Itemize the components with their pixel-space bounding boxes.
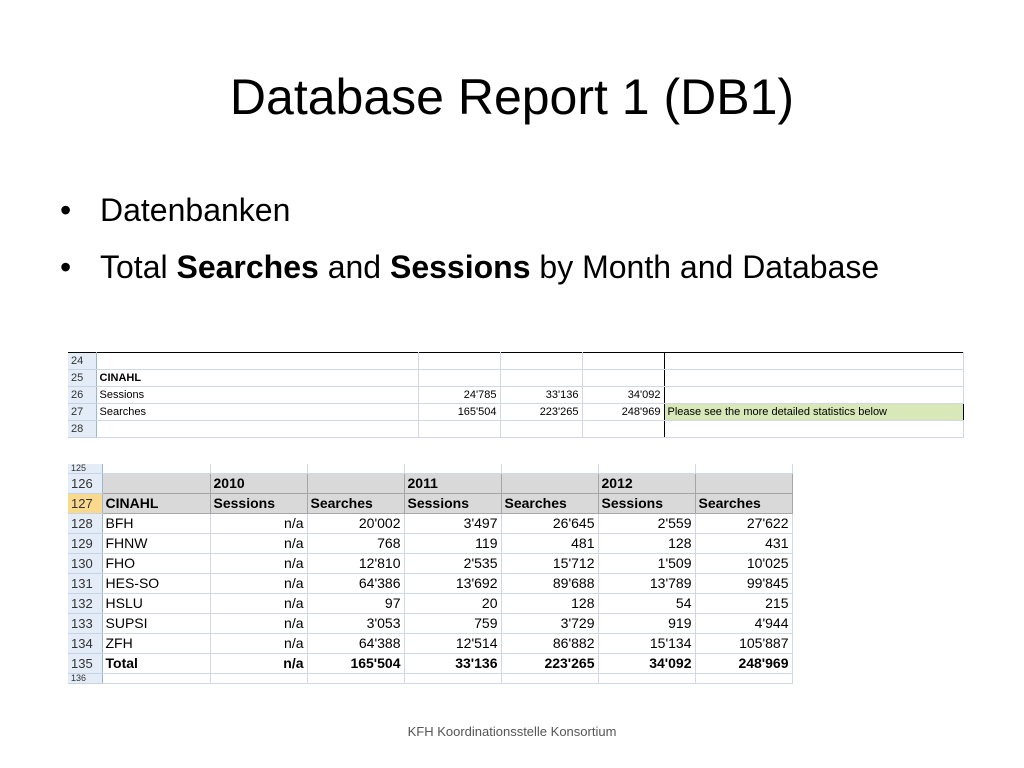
empty-cell — [695, 674, 792, 684]
searches-2011: 89'688 — [501, 574, 598, 594]
row-label: Sessions — [96, 387, 418, 404]
year-header: 2012 — [598, 474, 695, 494]
sessions-2011: 759 — [404, 614, 501, 634]
bullet-text-suffix: by Month and Database — [530, 249, 880, 285]
row-number: 129 — [68, 534, 102, 554]
empty-cell — [501, 464, 598, 474]
searches-2010: 20'002 — [307, 514, 404, 534]
searches-2010: 12'810 — [307, 554, 404, 574]
column-header-sessions: Sessions — [598, 494, 695, 514]
table-row — [68, 534, 792, 554]
searches-2010: 768 — [307, 534, 404, 554]
empty-cell — [598, 464, 695, 474]
value-2010: 24'785 — [418, 387, 500, 404]
empty-cell — [501, 674, 598, 684]
note-cell — [664, 353, 963, 370]
sessions-2010: n/a — [210, 634, 307, 654]
empty-cell — [307, 464, 404, 474]
table-row — [68, 514, 792, 534]
value-2011: 223'265 — [500, 404, 582, 421]
bullet-bold-searches: Searches — [176, 249, 319, 285]
bullet-bold-sessions: Sessions — [389, 249, 531, 285]
sheet-row — [68, 464, 792, 474]
value-2010 — [418, 421, 500, 438]
row-number: 131 — [68, 574, 102, 594]
database-name: ZFH — [102, 634, 210, 654]
row-number: 126 — [68, 474, 102, 494]
sessions-2011: 119 — [404, 534, 501, 554]
searches-2012: 4'944 — [695, 614, 792, 634]
searches-2011: 15'712 — [501, 554, 598, 574]
bullet-text-middle: and — [318, 249, 390, 285]
database-name: HSLU — [102, 594, 210, 614]
column-header-searches: Searches — [695, 494, 792, 514]
row-number: 132 — [68, 594, 102, 614]
row-number: 130 — [68, 554, 102, 574]
sessions-2012: 13'789 — [598, 574, 695, 594]
sessions-2011: 3'497 — [404, 514, 501, 534]
row-number: 24 — [68, 353, 96, 370]
total-searches-2011: 223'265 — [501, 654, 598, 674]
row-number: 27 — [68, 404, 96, 421]
value-2012 — [582, 353, 664, 370]
column-header-database: CINAHL — [102, 494, 210, 514]
bullet-item — [60, 247, 879, 287]
column-header-searches: Searches — [501, 494, 598, 514]
sessions-2010: n/a — [210, 614, 307, 634]
empty-header-cell — [307, 474, 404, 494]
table-row — [68, 554, 792, 574]
sessions-2011: 20 — [404, 594, 501, 614]
total-row — [68, 654, 792, 674]
empty-cell — [307, 674, 404, 684]
value-2010 — [418, 370, 500, 387]
row-number: 133 — [68, 614, 102, 634]
row-number: 28 — [68, 421, 96, 438]
sessions-2010: n/a — [210, 514, 307, 534]
row-number: 25 — [68, 370, 96, 387]
database-name: FHNW — [102, 534, 210, 554]
empty-cell — [102, 674, 210, 684]
value-2011 — [500, 370, 582, 387]
sheet-row — [68, 404, 963, 421]
row-number: 127 — [68, 494, 102, 514]
bullet-list — [60, 190, 879, 304]
total-searches-2012: 248'969 — [695, 654, 792, 674]
sheet-row — [68, 353, 963, 370]
total-searches-2010: 165'504 — [307, 654, 404, 674]
sessions-2011: 2'535 — [404, 554, 501, 574]
bullet-text-prefix: Total — [100, 249, 177, 285]
empty-cell — [598, 674, 695, 684]
empty-header-cell — [695, 474, 792, 494]
total-sessions-2010: n/a — [210, 654, 307, 674]
searches-2010: 64'388 — [307, 634, 404, 654]
empty-cell — [210, 674, 307, 684]
sessions-2011: 13'692 — [404, 574, 501, 594]
value-2010 — [418, 353, 500, 370]
column-header-searches: Searches — [307, 494, 404, 514]
database-name: FHO — [102, 554, 210, 574]
value-2010: 165'504 — [418, 404, 500, 421]
searches-2010: 3'053 — [307, 614, 404, 634]
searches-2010: 97 — [307, 594, 404, 614]
sessions-2011: 12'514 — [404, 634, 501, 654]
value-2012 — [582, 370, 664, 387]
searches-2011: 3'729 — [501, 614, 598, 634]
sessions-2010: n/a — [210, 554, 307, 574]
searches-2012: 431 — [695, 534, 792, 554]
sessions-2010: n/a — [210, 574, 307, 594]
sessions-2012: 15'134 — [598, 634, 695, 654]
searches-2011: 481 — [501, 534, 598, 554]
table-row — [68, 614, 792, 634]
searches-2011: 26'645 — [501, 514, 598, 534]
row-label — [96, 353, 418, 370]
value-2011 — [500, 421, 582, 438]
column-header-sessions: Sessions — [210, 494, 307, 514]
bullet-text: Datenbanken — [100, 192, 291, 228]
row-number: 136 — [68, 674, 102, 684]
value-2011: 33'136 — [500, 387, 582, 404]
sessions-2012: 54 — [598, 594, 695, 614]
empty-cell — [404, 464, 501, 474]
detail-spreadsheet — [68, 464, 793, 684]
summary-spreadsheet — [68, 352, 964, 438]
footer-text: KFH Koordinationsstelle Konsortium — [407, 724, 617, 739]
note-cell: Please see the more detailed statistics below — [664, 404, 963, 421]
searches-2012: 105'887 — [695, 634, 792, 654]
table-row — [68, 594, 792, 614]
database-name: BFH — [102, 514, 210, 534]
table-row — [68, 574, 792, 594]
table-row — [68, 634, 792, 654]
searches-2012: 10'025 — [695, 554, 792, 574]
sheet-row — [68, 387, 963, 404]
bullet-dot-icon: • — [60, 249, 72, 285]
sheet-row — [68, 370, 963, 387]
value-2012: 248'969 — [582, 404, 664, 421]
empty-cell — [404, 674, 501, 684]
searches-2012: 27'622 — [695, 514, 792, 534]
row-number: 125 — [68, 464, 102, 474]
row-number: 135 — [68, 654, 102, 674]
searches-2011: 86'882 — [501, 634, 598, 654]
year-header: 2011 — [404, 474, 501, 494]
row-label — [96, 421, 418, 438]
sessions-2010: n/a — [210, 594, 307, 614]
sessions-2010: n/a — [210, 534, 307, 554]
empty-header-cell — [102, 474, 210, 494]
searches-2012: 215 — [695, 594, 792, 614]
empty-cell — [210, 464, 307, 474]
slide-title: Database Report 1 (DB1) — [229, 69, 795, 125]
value-2012 — [582, 421, 664, 438]
sessions-2012: 919 — [598, 614, 695, 634]
note-cell — [664, 421, 963, 438]
year-header-row — [68, 474, 792, 494]
year-header: 2010 — [210, 474, 307, 494]
bullet-item — [60, 190, 879, 230]
empty-cell — [102, 464, 210, 474]
column-header-row — [68, 494, 792, 514]
column-header-sessions: Sessions — [404, 494, 501, 514]
total-label: Total — [102, 654, 210, 674]
row-number: 128 — [68, 514, 102, 534]
sheet-row — [68, 421, 963, 438]
note-cell — [664, 387, 963, 404]
total-sessions-2012: 34'092 — [598, 654, 695, 674]
note-cell — [664, 370, 963, 387]
database-name: HES-SO — [102, 574, 210, 594]
searches-2010: 64'386 — [307, 574, 404, 594]
searches-2011: 128 — [501, 594, 598, 614]
empty-cell — [695, 464, 792, 474]
row-number: 26 — [68, 387, 96, 404]
sheet-row — [68, 674, 792, 684]
searches-2012: 99'845 — [695, 574, 792, 594]
total-sessions-2011: 33'136 — [404, 654, 501, 674]
value-2012: 34'092 — [582, 387, 664, 404]
sessions-2012: 1'509 — [598, 554, 695, 574]
sessions-2012: 2'559 — [598, 514, 695, 534]
row-label: Searches — [96, 404, 418, 421]
value-2011 — [500, 353, 582, 370]
bullet-dot-icon: • — [60, 192, 72, 228]
database-name: SUPSI — [102, 614, 210, 634]
row-label: CINAHL — [96, 370, 418, 387]
row-number: 134 — [68, 634, 102, 654]
empty-header-cell — [501, 474, 598, 494]
sessions-2012: 128 — [598, 534, 695, 554]
